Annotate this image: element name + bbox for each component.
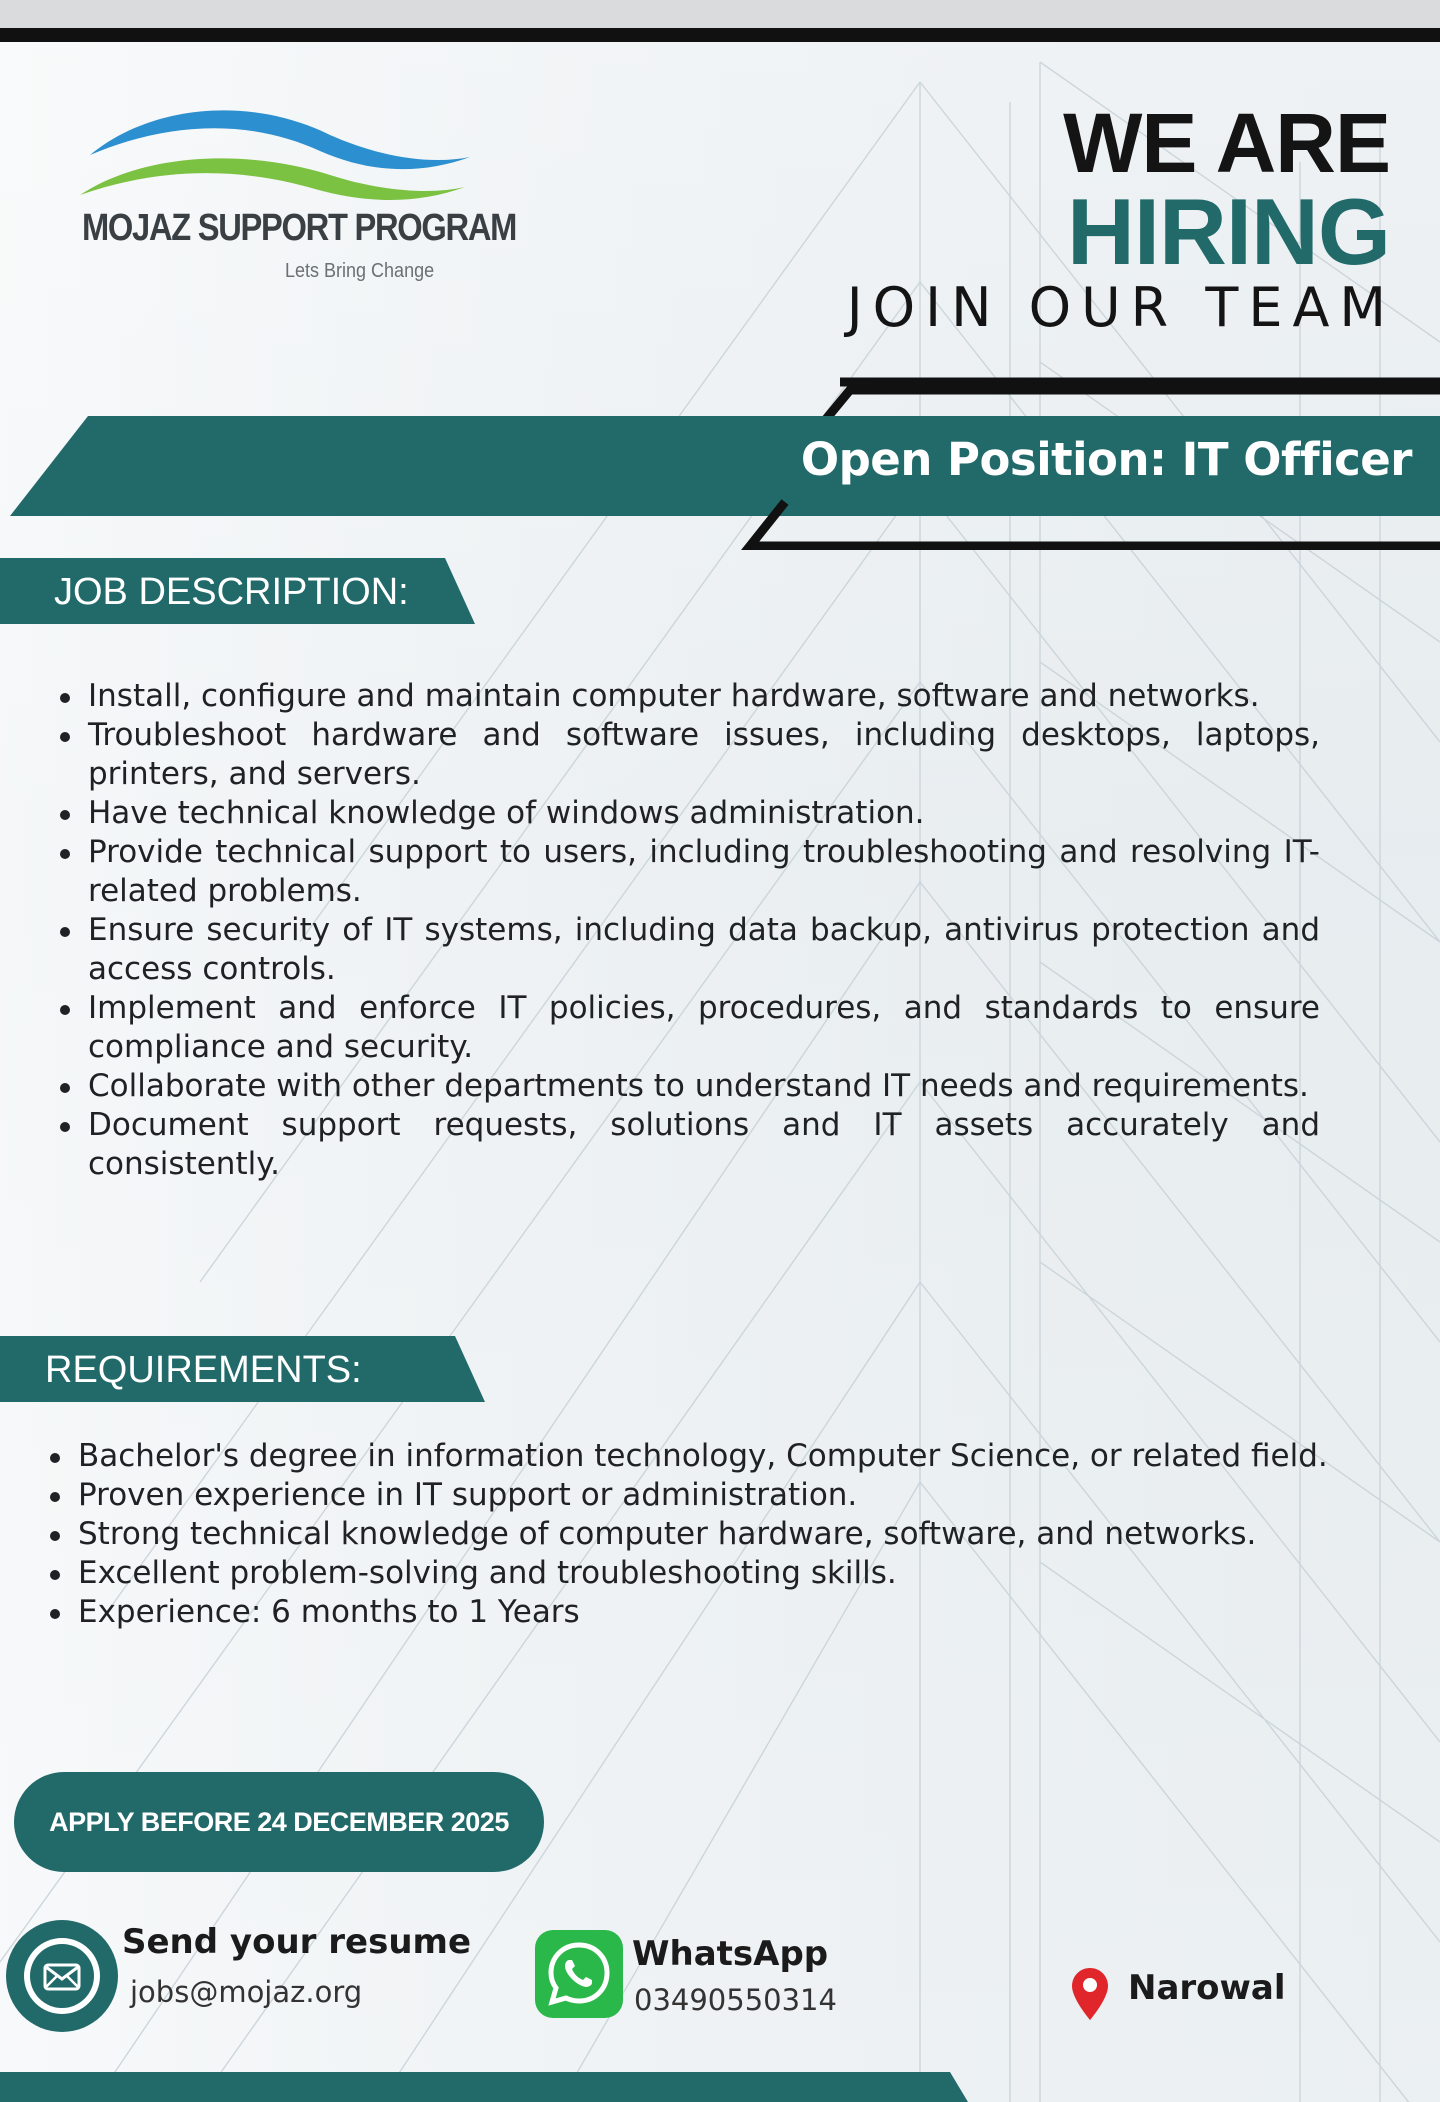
resume-email-link[interactable]: jobs@mojaz.org	[130, 1975, 363, 2009]
job-description-list	[88, 677, 1320, 1184]
list-item: Collaborate with other departments to understand IT needs and requirements.	[88, 1067, 1320, 1106]
list-item: Excellent problem-solving and troubleshooting skills.	[78, 1554, 1354, 1593]
location-pin-icon	[1070, 1966, 1110, 2022]
whatsapp-icon[interactable]	[535, 1930, 623, 2018]
send-resume-title: Send your resume	[122, 1922, 472, 1962]
requirements-heading	[0, 1336, 490, 1402]
whatsapp-title: WhatsApp	[632, 1934, 829, 1974]
bottom-teal-bar	[0, 2070, 1440, 2102]
list-item: Implement and enforce IT policies, procedures, and standards to ensure compliance and security.	[88, 990, 1320, 1065]
list-item: Proven experience in IT support or administration.	[78, 1476, 1354, 1515]
whatsapp-number[interactable]: 03490550314	[634, 1983, 837, 2017]
whatsapp-glyph	[543, 1938, 615, 2010]
headline-hiring: HIRING	[1067, 179, 1390, 284]
organization-name: MOJAZ SUPPORT PROGRAM	[82, 207, 517, 249]
top-grey-strip	[0, 0, 1440, 28]
list-item: Provide technical support to users, including troubleshooting and resolving IT-related problems.	[88, 834, 1320, 909]
organization-tagline: Lets Bring Change	[285, 260, 435, 282]
organization-logo	[80, 95, 517, 295]
mail-icon-core	[30, 1944, 94, 2008]
list-item: Ensure security of IT systems, including data backup, antivirus protection and access controls.	[88, 912, 1320, 987]
list-item: Have technical knowledge of windows administration.	[88, 794, 1320, 833]
mail-icon[interactable]	[6, 1920, 118, 2032]
list-item: Strong technical knowledge of computer hardware, software, and networks.	[78, 1515, 1354, 1554]
list-item: Troubleshoot hardware and software issues, including desktops, laptops, printers, and servers.	[88, 717, 1320, 792]
location-name: Narowal	[1128, 1968, 1286, 2008]
requirements-heading-text: REQUIREMENTS:	[45, 1349, 362, 1391]
list-item: Install, configure and maintain computer hardware, software and networks.	[88, 677, 1320, 716]
requirements-list	[78, 1437, 1354, 1632]
list-item: Document support requests, solutions and IT assets accurately and consistently.	[88, 1107, 1320, 1182]
logo-waves-graphic	[80, 95, 480, 205]
apply-deadline-badge[interactable]: APPLY BEFORE 24 DECEMBER 2025	[14, 1772, 544, 1872]
envelope-glyph	[43, 1963, 81, 1991]
open-position-title: Open Position: IT Officer	[800, 433, 1412, 486]
headline-join-our-team: JOIN OUR TEAM	[846, 276, 1396, 339]
top-black-strip	[0, 28, 1440, 42]
list-item: Bachelor's degree in information technology, Computer Science, or related field.	[78, 1437, 1354, 1476]
open-position-banner	[0, 370, 1440, 550]
job-description-heading	[0, 558, 480, 624]
list-item: Experience: 6 months to 1 Years	[78, 1593, 1354, 1632]
hiring-headline	[846, 96, 1396, 339]
headline-we-are: WE ARE	[1063, 96, 1390, 190]
mail-icon-ring	[24, 1938, 100, 2014]
job-description-heading-text: JOB DESCRIPTION:	[54, 571, 409, 613]
